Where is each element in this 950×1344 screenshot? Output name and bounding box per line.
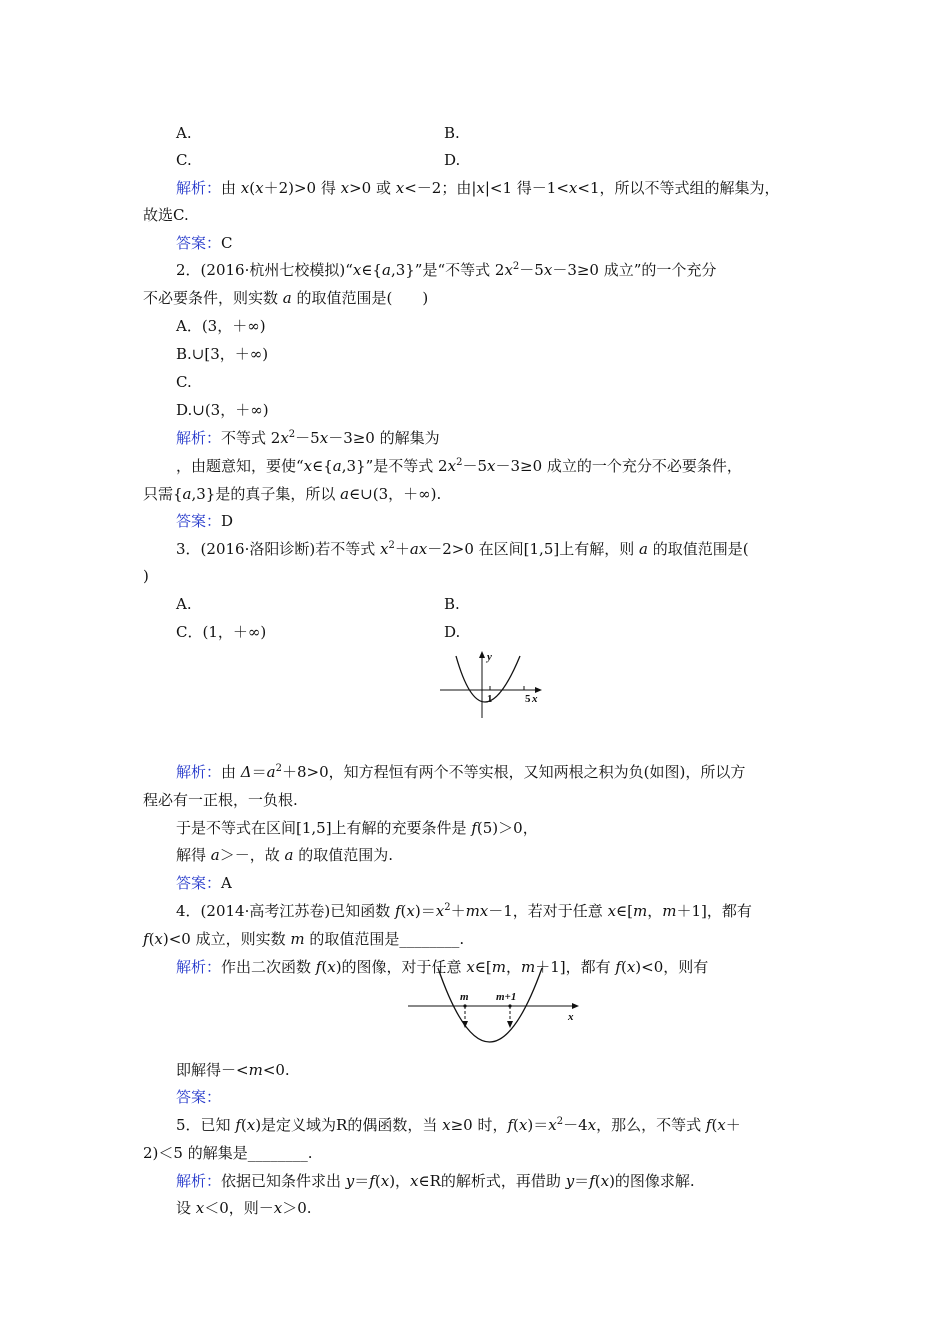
q1-option-a: A. [176,124,192,142]
m-arrow [462,1021,468,1028]
q2-answer: 答案：D [176,512,234,530]
tick-label-1: 1 [487,693,493,705]
q4-parabola-figure [404,966,584,1048]
m-plus-1-label: m+1 [496,991,517,1003]
answer-label: 答案： [176,1088,222,1106]
y-label: y [487,651,492,663]
q2-stem-line-2: 不必要条件，则实数 a 的取值范围是( ) [143,289,429,307]
y-axis-arrow [479,651,485,658]
solution-label: 解析： [176,1172,222,1190]
q3-solution-line-1: 解析：由 $\Delta=a^2+8>0$，知方程恒有两个不等实根，又知两根之积为负(如图)，所以方 [176,763,746,781]
q4-solution-line-1: 解析：作出二次函数 f(x)的图像，对于任意 x∈[m，m＋1]，都有 f(x)<0，则有 [176,958,709,976]
q2-option-a: A．(3，＋∞) [176,317,266,335]
q4-solution-line-2: 即解得－<m<0. [176,1061,290,1079]
m1-arrow [507,1021,513,1028]
x-axis-arrow [572,1003,579,1009]
q1-solution-line-1: 解析：由 x(x＋2)>0 得 x>0 或 x<－2；由|x|<1 得－1<x<1，所以不等式组的解集为， [176,179,780,197]
q3-solution-line-3: 于是不等式在区间[1,5]上有解的充要条件是 f(5)＞0， [176,819,538,837]
solution-label: 解析： [176,763,222,781]
m-label: m [460,991,469,1003]
q4-answer [176,1087,221,1107]
answer-label: 答案： [176,234,222,252]
q1-option-c: C. [176,151,192,169]
q4-stem-line-1: 4．(2014·高考江苏卷)已知函数 $f(x)=x^2+mx-1$，若对于任意 x∈[m，m＋1]，都有 [176,902,752,920]
x-label: x [568,1011,574,1023]
q2-option-c: C. [176,373,192,391]
q1-answer: 答案：C [176,234,233,252]
q3-option-a: A. [176,595,192,613]
q5-solution-line-1: 解析：依据已知条件求出 y＝f(x)，x∈R的解析式，再借助 y＝f(x)的图像求解. [176,1172,695,1190]
q3-stem-line-2: ) [143,567,149,585]
q1-solution-line-2: 故选C. [143,206,189,224]
q2-option-d: D.∪(3，＋∞) [176,401,269,419]
q3-stem-line-1: 3．(2016·洛阳诊断)若不等式 $x^2+ax-2>0$ 在区间[1,5]上有解，则 a 的取值范围是( [176,540,749,558]
q3-option-d: D. [444,623,461,641]
m-point [463,1004,466,1007]
q3-answer: 答案：A [176,874,232,892]
q2-solution-line-1: 解析：不等式 $2x^2-5x-3\ge 0$ 的解集为 [176,429,440,447]
solution-label: 解析： [176,179,222,197]
m1-point [508,1004,511,1007]
q4-stem-line-2: f(x)<0 成立，则实数 m 的取值范围是________. [143,930,465,948]
q1-option-d: D. [444,151,461,169]
solution-label: 解析： [176,429,222,447]
q3-solution-line-4: 解得 a＞－，故 a 的取值范围为. [176,846,394,864]
answer-label: 答案： [176,512,222,530]
q3-option-b: B. [444,595,460,613]
q5-stem-line-2: 2)＜5 的解集是________. [143,1144,313,1162]
q2-solution-line-3: 只需{a,3}是的真子集，所以 a∈∪(3，＋∞). [143,485,442,503]
x-label: x [532,693,538,705]
q3-parabola-figure [436,648,548,720]
solution-label: 解析： [176,958,222,976]
q5-solution-line-2: 设 x＜0，则－x＞0. [176,1199,312,1217]
answer-label: 答案： [176,874,222,892]
q5-stem-line-1: 5．已知 f(x)是定义域为R的偶函数，当 x≥0 时，$f(x)=x^2-4x$，那么，不等式 f(x＋ [176,1116,741,1134]
tick-label-5: 5 [525,693,531,705]
q2-option-b: B.∪[3，＋∞) [176,345,269,363]
q2-stem-line-1: 2．(2016·杭州七校模拟)“x∈{a,3}”是“不等式 $2x^2-5x-3\ge 0$ 成立”的一个充分 [176,261,717,279]
parabola-curve [438,968,542,1042]
q2-solution-line-2: ，由题意知，要使“x∈{a,3}”是不等式 $2x^2-5x-3\ge 0$ 成立的一个充分不必要条件， [176,457,742,475]
q3-option-c: C．(1，＋∞) [176,623,267,641]
q3-solution-line-2: 程必有一正根，一负根. [143,791,298,809]
q1-option-b: B. [444,124,460,142]
